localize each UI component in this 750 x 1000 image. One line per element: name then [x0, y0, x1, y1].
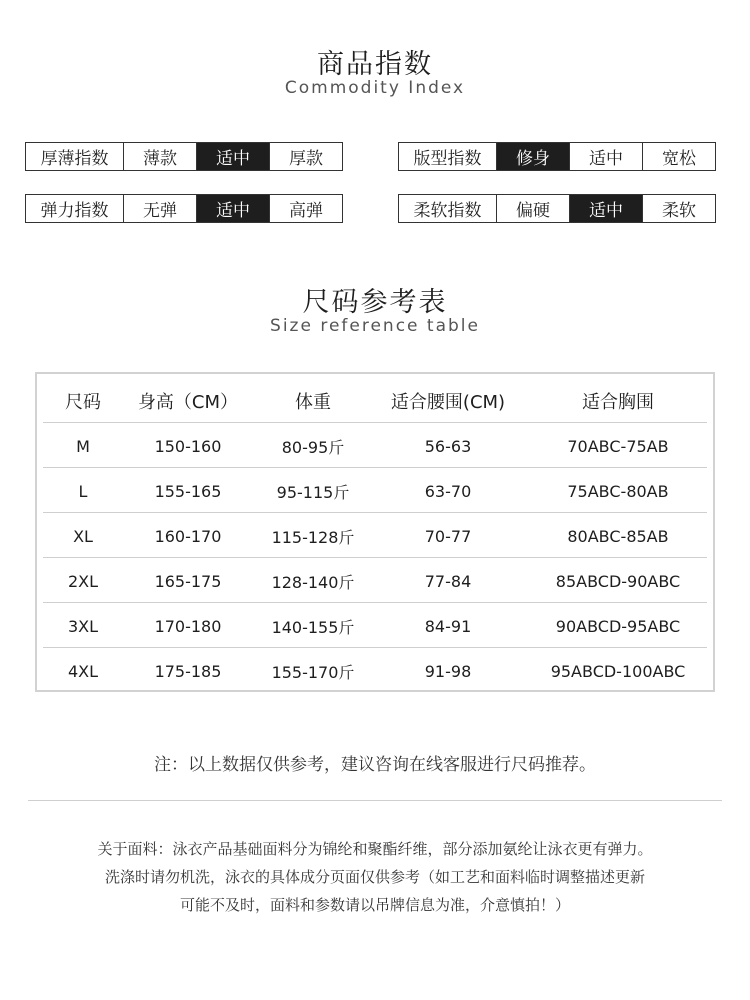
index-option: 偏硬: [496, 195, 569, 222]
index-option: 薄款: [123, 143, 196, 170]
elasticity-index-row: [25, 194, 343, 223]
table-cell: 3XL: [67, 617, 99, 636]
table-row: [43, 559, 705, 604]
table-cell: 165-175: [154, 572, 222, 591]
index-option-selected: 适中: [196, 195, 269, 222]
table-cell: 155-170斤: [271, 663, 355, 682]
row-separator: [43, 557, 707, 558]
table-cell: 175-185: [154, 662, 222, 681]
table-row: [43, 649, 705, 694]
table-cell: 63-70: [424, 482, 472, 501]
table-cell: 95-115斤: [276, 483, 350, 502]
row-separator: [43, 602, 707, 603]
fabric-note-line-3: 可能不及时，面料和参数请以吊牌信息为准，介意慎拍！）: [179, 896, 570, 914]
index-label: 柔软指数: [413, 201, 482, 221]
table-cell: 70-77: [424, 527, 472, 546]
table-header-cell: 适合腰围(CM): [390, 392, 506, 413]
table-cell: 75ABC-80AB: [567, 482, 669, 501]
divider: [28, 800, 722, 801]
table-cell: 95ABCD-100ABC: [550, 662, 686, 681]
index-option: 高弹: [269, 195, 342, 222]
table-cell: 91-98: [424, 662, 472, 681]
table-header-cell: 身高（CM）: [137, 392, 239, 413]
commodity-index-title: 商品指数: [317, 49, 433, 80]
table-row: [43, 514, 705, 559]
row-separator: [43, 647, 707, 648]
commodity-index-subtitle: Commodity Index: [284, 78, 466, 98]
table-cell: 56-63: [424, 437, 472, 456]
fit-index-row: [398, 142, 716, 171]
table-header-row: [43, 378, 705, 424]
size-table-subtitle: Size reference table: [270, 316, 480, 336]
table-cell: M: [76, 437, 90, 456]
table-cell: 70ABC-75AB: [567, 437, 669, 456]
index-option: 适中: [569, 143, 642, 170]
index-option-selected: 修身: [496, 143, 569, 170]
row-separator: [43, 467, 707, 468]
size-note: 注：以上数据仅供参考，建议咨询在线客服进行尺码推荐。: [154, 755, 596, 775]
row-separator: [43, 422, 707, 423]
table-row: [43, 604, 705, 649]
table-header-cell: 尺码: [65, 392, 101, 413]
index-option: 无弹: [123, 195, 196, 222]
table-cell: 150-160: [154, 437, 222, 456]
table-cell: 85ABCD-90ABC: [555, 572, 681, 591]
index-label: 厚薄指数: [40, 149, 109, 169]
table-cell: 84-91: [424, 617, 472, 636]
table-cell: 170-180: [154, 617, 222, 636]
table-cell: 90ABCD-95ABC: [555, 617, 681, 636]
table-cell: 80ABC-85AB: [567, 527, 669, 546]
table-row: [43, 469, 705, 514]
index-option-selected: 适中: [569, 195, 642, 222]
thickness-index-row: [25, 142, 343, 171]
table-cell: 128-140斤: [271, 573, 355, 592]
row-separator: [43, 512, 707, 513]
index-option-selected: 适中: [196, 143, 269, 170]
table-cell: XL: [73, 527, 93, 546]
table-cell: 2XL: [67, 572, 99, 591]
table-cell: 115-128斤: [271, 528, 355, 547]
table-row: [43, 424, 705, 469]
table-cell: 77-84: [424, 572, 472, 591]
table-cell: L: [78, 482, 88, 501]
table-header-cell: 适合胸围: [582, 392, 654, 413]
table-cell: 140-155斤: [271, 618, 355, 637]
fabric-note-line-1: 关于面料：泳衣产品基础面料分为锦纶和聚酯纤维，部分添加氨纶让泳衣更有弹力。: [97, 840, 653, 858]
index-label: 弹力指数: [40, 201, 109, 221]
index-option: 柔软: [642, 195, 715, 222]
size-reference-table: [35, 372, 715, 692]
index-label: 版型指数: [413, 149, 482, 169]
table-cell: 80-95斤: [281, 438, 345, 457]
table-header-cell: 体重: [295, 392, 331, 413]
fabric-note-line-2: 洗涤时请勿机洗，泳衣的具体成分页面仅供参考（如工艺和面料临时调整描述更新: [104, 868, 645, 886]
index-option: 宽松: [642, 143, 715, 170]
table-cell: 160-170: [154, 527, 222, 546]
index-option: 厚款: [269, 143, 342, 170]
table-cell: 4XL: [67, 662, 99, 681]
table-cell: 155-165: [154, 482, 222, 501]
size-table-title: 尺码参考表: [302, 287, 448, 318]
softness-index-row: [398, 194, 716, 223]
